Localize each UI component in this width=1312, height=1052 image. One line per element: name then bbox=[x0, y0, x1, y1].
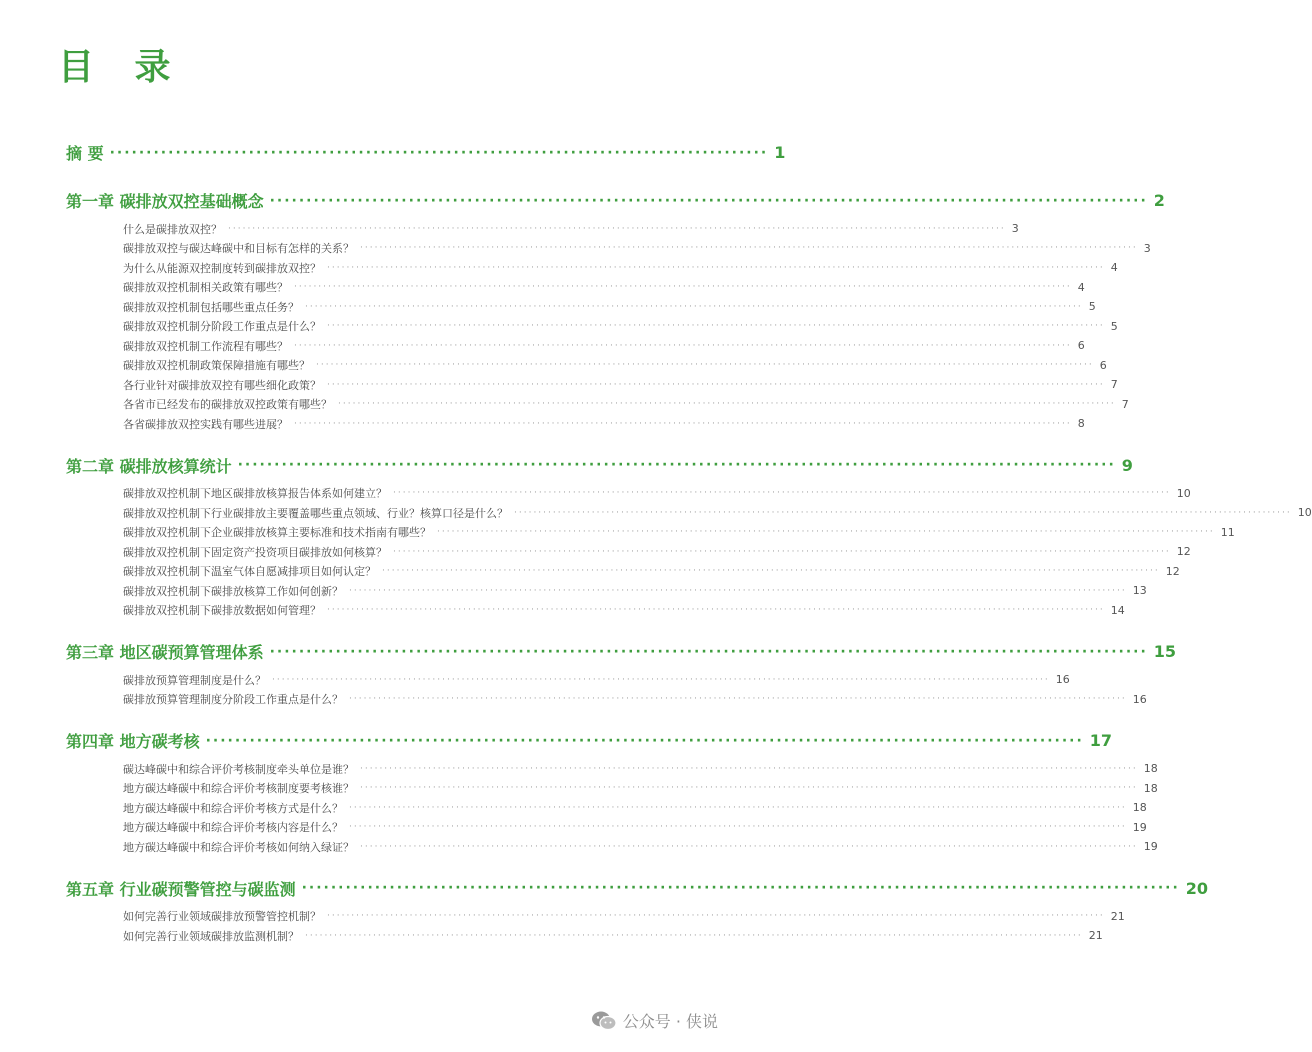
entry-page: 19 bbox=[1143, 840, 1158, 854]
section-list bbox=[66, 757, 1158, 857]
entry-label: 各行业针对碳排放双控有哪些细化政策？ bbox=[123, 378, 321, 392]
leader-dots: ································································································································································ bbox=[393, 546, 1171, 557]
toc-entry[interactable] bbox=[123, 503, 1312, 523]
entry-label: 碳排放双控机制下碳排放数据如何管理？ bbox=[123, 604, 321, 618]
entry-page: 8 bbox=[1077, 417, 1085, 431]
entry-page: 7 bbox=[1121, 397, 1129, 411]
entry-page: 10 bbox=[1297, 506, 1312, 520]
toc-entry[interactable] bbox=[123, 907, 1125, 927]
entry-label: 碳排放双控机制政策保障措施有哪些？ bbox=[123, 359, 310, 373]
toc-entry[interactable] bbox=[123, 336, 1085, 356]
watermark-text: 公众号 · 侠说 bbox=[622, 1012, 718, 1031]
leader-dots: ································································································································································ bbox=[327, 262, 1105, 273]
toc-entry[interactable] bbox=[123, 779, 1158, 799]
entry-label: 如何完善行业领域碳排放预警管控机制？ bbox=[123, 910, 321, 924]
watermark bbox=[591, 1009, 718, 1032]
leader-dots: ································································································································································ bbox=[294, 340, 1072, 351]
entry-page: 19 bbox=[1132, 820, 1147, 834]
entry-page: 7 bbox=[1110, 378, 1118, 392]
entry-page: 10 bbox=[1176, 486, 1191, 500]
chapter-heading[interactable] bbox=[66, 872, 1209, 905]
toc-entry[interactable] bbox=[123, 581, 1147, 601]
chapter-page: 20 bbox=[1185, 878, 1209, 898]
leader-dots: ································································································································································ bbox=[228, 223, 1006, 234]
toc-entry[interactable] bbox=[123, 395, 1129, 415]
chapter-heading[interactable] bbox=[66, 449, 1133, 482]
leader-dots: ························································································································ bbox=[237, 457, 1116, 473]
entry-page: 18 bbox=[1143, 781, 1158, 795]
chapter-page: 9 bbox=[1121, 455, 1133, 475]
leader-dots: ································································································································································ bbox=[305, 301, 1083, 312]
entry-label: 地方碳达峰碳中和综合评价考核制度要考核谁？ bbox=[123, 782, 354, 796]
entry-page: 21 bbox=[1088, 929, 1103, 943]
toc-abstract[interactable] bbox=[66, 136, 786, 169]
chapter-title: 第一章 碳排放双控基础概念 bbox=[66, 192, 264, 211]
leader-dots: ································································································································································ bbox=[382, 566, 1160, 577]
toc-entry[interactable] bbox=[123, 523, 1235, 543]
entry-page: 6 bbox=[1099, 358, 1107, 372]
entry-page: 12 bbox=[1176, 545, 1191, 559]
toc-entry[interactable] bbox=[123, 375, 1118, 395]
toc-entry[interactable] bbox=[123, 926, 1103, 946]
entry-label: 为什么从能源双控制度转到碳排放双控？ bbox=[123, 261, 321, 275]
toc-entry[interactable] bbox=[123, 818, 1147, 838]
chapter-page: 2 bbox=[1153, 191, 1165, 210]
entry-page: 16 bbox=[1132, 692, 1147, 706]
entry-label: 碳排放双控机制下企业碳排放核算主要标准和技术指南有哪些？ bbox=[123, 526, 431, 540]
leader-dots: ································································································································································ bbox=[327, 379, 1105, 390]
entry-page: 4 bbox=[1077, 280, 1085, 294]
entry-page: 11 bbox=[1220, 525, 1235, 539]
abstract-page: 1 bbox=[774, 143, 786, 162]
entry-page: 3 bbox=[1143, 241, 1151, 255]
entry-page: 6 bbox=[1077, 339, 1085, 353]
section-list bbox=[66, 668, 1147, 709]
entry-page: 12 bbox=[1165, 564, 1180, 578]
entry-page: 13 bbox=[1132, 584, 1147, 598]
toc-entry[interactable] bbox=[123, 562, 1180, 582]
wechat-icon bbox=[591, 1010, 617, 1032]
chapter-list bbox=[66, 184, 1312, 946]
entry-label: 碳排放双控机制下碳排放核算工作如何创新？ bbox=[123, 584, 343, 598]
toc-entry[interactable] bbox=[123, 484, 1191, 504]
leader-dots: ························································································································ bbox=[205, 732, 1084, 749]
chapter-heading[interactable] bbox=[66, 635, 1177, 668]
toc-entry[interactable] bbox=[123, 601, 1125, 621]
toc-entry[interactable] bbox=[123, 690, 1147, 710]
section-list bbox=[66, 905, 1125, 946]
leader-dots: ································································································································································ bbox=[349, 694, 1127, 705]
leader-dots: ································································································································································ bbox=[360, 763, 1138, 774]
leader-dots: ································································································································································ bbox=[360, 243, 1138, 254]
leader-dots: ································································································································································ bbox=[294, 282, 1072, 293]
entry-label: 地方碳达峰碳中和综合评价考核如何纳入绿证？ bbox=[123, 840, 354, 854]
chapter-heading[interactable] bbox=[66, 724, 1113, 757]
entry-label: 什么是碳排放双控？ bbox=[123, 222, 222, 236]
toc-entry[interactable] bbox=[123, 297, 1096, 317]
leader-dots: ························································································································ bbox=[301, 880, 1180, 896]
leader-dots: ·························································································· bbox=[109, 144, 769, 161]
entry-label: 碳排放双控机制下行业碳排放主要覆盖哪些重点领域、行业？核算口径是什么？ bbox=[123, 506, 508, 520]
leader-dots: ································································································································································ bbox=[327, 321, 1105, 332]
entry-page: 18 bbox=[1143, 762, 1158, 776]
section-list bbox=[66, 217, 1151, 434]
leader-dots: ································································································································································ bbox=[360, 783, 1138, 794]
entry-label: 各省碳排放双控实践有哪些进展？ bbox=[123, 417, 288, 431]
entry-label: 碳排放双控机制下地区碳排放核算报告体系如何建立？ bbox=[123, 487, 387, 501]
chapter-heading[interactable] bbox=[66, 184, 1165, 217]
entry-page: 21 bbox=[1110, 909, 1125, 923]
leader-dots: ································································································································································ bbox=[349, 585, 1127, 596]
section-list bbox=[66, 482, 1312, 621]
toc-entry[interactable] bbox=[123, 317, 1118, 337]
toc-entry[interactable] bbox=[123, 837, 1158, 857]
leader-dots: ························································································································ bbox=[269, 192, 1148, 209]
leader-dots: ································································································································································ bbox=[327, 911, 1105, 922]
entry-label: 碳排放双控与碳达峰碳中和目标有怎样的关系？ bbox=[123, 242, 354, 256]
entry-page: 16 bbox=[1055, 673, 1070, 687]
toc-entry[interactable] bbox=[123, 798, 1147, 818]
entry-label: 如何完善行业领域碳排放监测机制？ bbox=[123, 929, 299, 943]
leader-dots: ································································································································································ bbox=[327, 605, 1105, 616]
leader-dots: ································································································································································ bbox=[305, 930, 1083, 941]
abstract-label: 摘 要 bbox=[66, 144, 104, 163]
entry-page: 4 bbox=[1110, 261, 1118, 275]
leader-dots: ································································································································································ bbox=[349, 802, 1127, 813]
leader-dots: ································································································································································ bbox=[294, 418, 1072, 429]
entry-label: 各省市已经发布的碳排放双控政策有哪些？ bbox=[123, 398, 332, 412]
entry-page: 14 bbox=[1110, 603, 1125, 617]
entry-label: 碳排放双控机制工作流程有哪些？ bbox=[123, 339, 288, 353]
entry-label: 碳排放双控机制相关政策有哪些？ bbox=[123, 281, 288, 295]
entry-label: 碳排放预算管理制度是什么？ bbox=[123, 673, 266, 687]
leader-dots: ································································································································································ bbox=[316, 360, 1094, 371]
toc-entry[interactable] bbox=[123, 239, 1151, 259]
toc-entry[interactable] bbox=[123, 356, 1107, 376]
toc-entry[interactable] bbox=[123, 542, 1191, 562]
chapter-title: 第五章 行业碳预警管控与碳监测 bbox=[66, 879, 296, 899]
toc-entry[interactable] bbox=[123, 670, 1070, 690]
entry-page: 3 bbox=[1011, 222, 1019, 236]
entry-label: 碳排放预算管理制度分阶段工作重点是什么？ bbox=[123, 693, 343, 707]
leader-dots: ································································································································································ bbox=[349, 822, 1127, 833]
leader-dots: ························································································································ bbox=[269, 643, 1148, 660]
leader-dots: ································································································································································ bbox=[272, 674, 1050, 685]
chapter-page: 17 bbox=[1089, 731, 1113, 750]
entry-label: 碳排放双控机制下温室气体自愿减排项目如何认定？ bbox=[123, 565, 376, 579]
entry-page: 5 bbox=[1110, 319, 1118, 333]
toc-entry[interactable] bbox=[123, 759, 1158, 779]
toc-entry[interactable] bbox=[123, 414, 1085, 434]
toc-entry[interactable] bbox=[123, 258, 1118, 278]
chapter-title: 第四章 地方碳考核 bbox=[66, 732, 200, 751]
toc-entry[interactable] bbox=[123, 278, 1085, 298]
leader-dots: ································································································································································ bbox=[514, 507, 1292, 518]
chapter-title: 第二章 碳排放核算统计 bbox=[66, 456, 232, 476]
leader-dots: ································································································································································ bbox=[360, 841, 1138, 852]
toc-entry[interactable] bbox=[123, 219, 1019, 239]
table-of-contents bbox=[66, 136, 1312, 946]
entry-label: 碳达峰碳中和综合评价考核制度牵头单位是谁？ bbox=[123, 762, 354, 776]
entry-label: 地方碳达峰碳中和综合评价考核方式是什么？ bbox=[123, 801, 343, 815]
chapter-title: 第三章 地区碳预算管理体系 bbox=[66, 643, 264, 662]
entry-label: 地方碳达峰碳中和综合评价考核内容是什么？ bbox=[123, 821, 343, 835]
entry-label: 碳排放双控机制下固定资产投资项目碳排放如何核算？ bbox=[123, 545, 387, 559]
entry-label: 碳排放双控机制包括哪些重点任务？ bbox=[123, 300, 299, 314]
entry-page: 18 bbox=[1132, 801, 1147, 815]
leader-dots: ································································································································································ bbox=[393, 488, 1171, 499]
leader-dots: ································································································································································ bbox=[437, 527, 1215, 538]
entry-label: 碳排放双控机制分阶段工作重点是什么？ bbox=[123, 320, 321, 334]
entry-page: 5 bbox=[1088, 300, 1096, 314]
leader-dots: ································································································································································ bbox=[338, 399, 1116, 410]
chapter-page: 15 bbox=[1153, 642, 1177, 661]
page-title: 目 录 bbox=[58, 47, 185, 88]
